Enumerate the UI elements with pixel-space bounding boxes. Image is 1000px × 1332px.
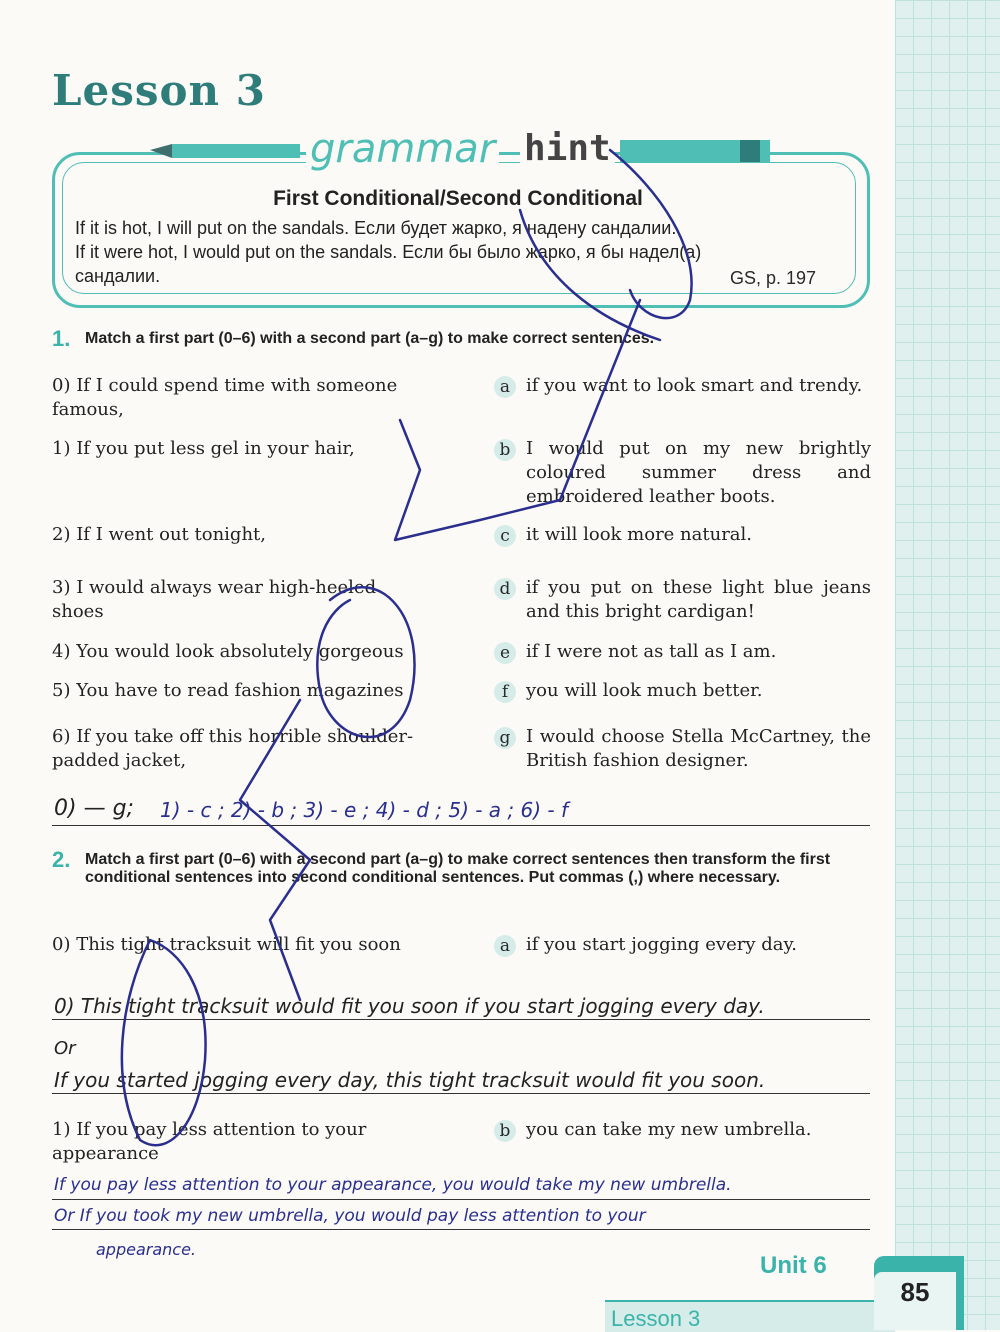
grammar-hint-word: grammar (306, 126, 499, 172)
grammar-hint-word-hint: hint (520, 128, 615, 169)
ex1-left-item-1: 1) If you put less gel in your hair, (52, 438, 355, 459)
ex1-left-item-6: 6) If you take off this horrible shoulder-padded jacket, (52, 726, 414, 771)
ex1-right-item-a: if you want to look smart and trendy. (526, 375, 863, 396)
ex2-letter-a: a (494, 935, 516, 957)
exercise-1-number: 1. (52, 326, 71, 351)
exercise-2-number: 2. (52, 847, 71, 872)
ex2-left-item-0: 0) This tight tracksuit will fit you soon (52, 934, 401, 955)
ex2-letter-b: b (494, 1120, 516, 1142)
unit-label: Unit 6 (760, 1252, 827, 1279)
ex2-right-item-b: you can take my new umbrella. (526, 1119, 812, 1140)
ex1-letter-f: f (494, 681, 516, 703)
ex1-left-item-0: 0) If I could spend time with someone famous, (52, 375, 398, 420)
ex2-example-sentence-2: If you started jogging every day, this tight tracksuit would fit you soon. (54, 1068, 766, 1092)
lesson-title: Lesson 3 (52, 66, 266, 115)
ex2-handwritten-answer-2: Or If you took my new umbrella, you would pay less attention to your (54, 1206, 646, 1226)
ex1-letter-b: b (494, 439, 516, 461)
ex2-right-item-a: if you start jogging every day. (526, 934, 798, 955)
grammar-hint-heading: First Conditional/Second Conditional (273, 187, 643, 210)
ex1-right-item-f: you will look much better. (526, 680, 763, 701)
exercise-2-instruction: Match a first part (0–6) with a second part (a–g) to make correct sentences then transform the first conditional sentences into second conditional sentences. Put commas (,) where necessary. (85, 851, 831, 886)
ex1-letter-d: d (494, 578, 516, 600)
ex1-letter-e: e (494, 642, 516, 664)
ex1-right-item-b: I would put on my new brightly coloured summer dress and embroidered leather boots. (526, 438, 871, 507)
ex1-left-item-3: 3) I would always wear high-heeled shoes (52, 577, 377, 622)
grammar-hint-example-2: If it were hot, I would put on the sandals. Если бы было жарко, я бы надел(а) (75, 242, 702, 262)
ex2-handwritten-answer-3: appearance. (96, 1240, 197, 1259)
exercise-1-instruction: Match a first part (0–6) with a second part (a–g) to make correct sentences. (85, 330, 655, 347)
ex2-or-label: Or (54, 1038, 76, 1059)
ex1-left-item-4: 4) You would look absolutely gorgeous (52, 641, 404, 662)
ex2-handwritten-answer-1: If you pay less attention to your appearance, you would take my new umbrella. (54, 1175, 732, 1195)
grammar-hint-reference: GS, p. 197 (730, 268, 817, 288)
grammar-hint-example-1: If it is hot, I will put on the sandals. Если будет жарко, я надену сандалии. (75, 218, 677, 238)
ex2-example-sentence-1: 0) This tight tracksuit would fit you soon if you start jogging every day. (54, 994, 765, 1018)
ex1-right-item-e: if I were not as tall as I am. (526, 641, 777, 662)
page-number-box (874, 1256, 964, 1330)
ex1-letter-a: a (494, 376, 516, 398)
ex2-left-item-1: 1) If you pay less attention to your appearance (52, 1119, 367, 1164)
ex1-left-item-2: 2) If I went out tonight, (52, 524, 267, 545)
ex1-answer-example: 0) — g; (54, 796, 134, 821)
page-number: 85 (874, 1272, 956, 1330)
footer-lesson-bar (605, 1300, 895, 1332)
ex1-right-item-c: it will look more natural. (526, 524, 753, 545)
grammar-hint-example-2-cont: сандалии. (75, 266, 161, 286)
footer-lesson-label: Lesson 3 (611, 1306, 701, 1331)
ex1-letter-g: g (494, 727, 516, 749)
ex1-right-item-g: I would choose Stella McCartney, the British fashion designer. (526, 726, 871, 771)
ex1-right-item-d: if you put on these light blue jeans and this bright cardigan! (526, 577, 871, 622)
ex1-left-item-5: 5) You have to read fashion magazines (52, 680, 404, 701)
ex1-answer-handwritten: 1) - c ; 2) - b ; 3) - e ; 4) - d ; 5) - a ; 6) - f (160, 798, 569, 822)
ex1-letter-c: c (494, 525, 516, 547)
